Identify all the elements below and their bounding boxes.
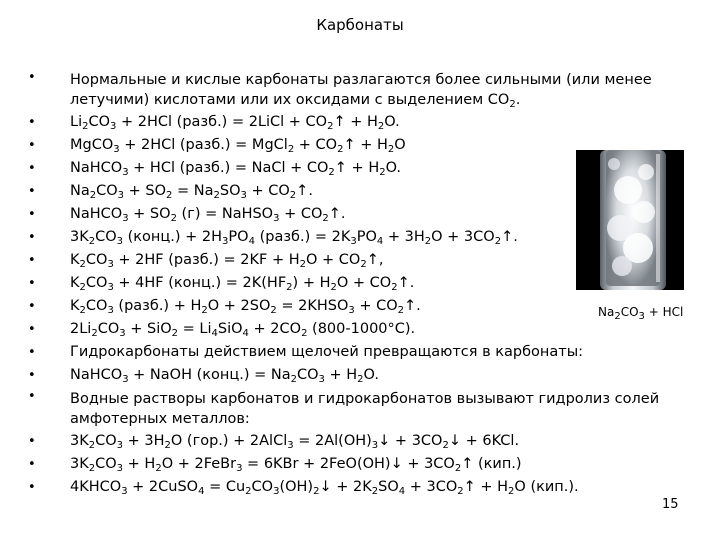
page-number: 15 <box>662 497 679 512</box>
test-tube-photo <box>576 150 684 290</box>
list-item: • NaHCO$_3$ + NaOH (конц.) = $Na_2CO_3 + H_2O$. <box>26 364 676 387</box>
list-item: • $2Li_2CO_3 + SiO_2 = Li_4SiO_4 + 2CO_2$ (800-1000°C). <box>26 318 676 341</box>
list-item: • $K_2CO_3$ (разб.) + $H_2O + 2SO_2$ = $2KHSO_3$ + $CO_2↑$. <box>26 295 676 318</box>
list-item: • NaHCO$_3$ + $SO_2$ (г) = NaHSO$_3$ + $CO_2↑$. <box>26 203 676 226</box>
list-item: • $3K_2CO_3$ (конц.) + $2H_3PO_4$ (разб.) = $2K_3PO_4 + 3H_2O$ + $3CO_2↑$. <box>26 226 676 249</box>
slide-title: Карбонаты <box>316 16 404 34</box>
list-item: • $3K_2CO_3 + H_2O$ + 2FeBr$_3$ = 6KBr + 2FeO(OH)↓ + $3CO_2↑$ (кип.) <box>26 453 676 476</box>
list-item: • Водные растворы карбонатов и гидрокарбонатов вызывают гидролиз солей амфотерных металлов: <box>26 387 676 430</box>
list-item: • Нормальные и кислые карбонаты разлагаются более сильными (или менее летучими) кислотами или их оксидами с выделением $CO_2$. <box>26 68 676 111</box>
list-item: • $Na_2CO_3 + SO_2 = Na_2SO_3$ + $CO_2↑$. <box>26 180 676 203</box>
list-item: • $Li_2CO_3 + 2HCl$ (разб.) = 2LiCl + $CO_2↑ + H_2O$. <box>26 111 676 134</box>
list-item: • NaHCO$_3$ + HCl (разб.) = NaCl + $CO_2↑ + H_2O$. <box>26 157 676 180</box>
list-item: • MgCO$_3$ + 2HCl (разб.) = MgCl$_2$ + $CO_2↑ + H_2O$ <box>26 134 676 157</box>
list-item: • $K_2CO_3 + 4HF$ (конц.) = $2K(HF_2) + H_2O$ + $CO_2↑$. <box>26 272 676 295</box>
list-item: • $3K_2CO_3 + 3H_2O$ (гор.) + 2AlCl$_3$ = $2Al(OH)_3↓$ + $3CO_2↓ + 6KCl$. <box>26 430 676 453</box>
list-item: • $4KHCO_3$ + 2CuSO$_4$ = $Cu_2CO_3(OH)_2↓ + 2K_2SO_4$ + $3CO_2↑ + H_2O$ (кип.). <box>26 476 676 499</box>
list-item: • $K_2CO_3 + 2HF$ (разб.) = $2KF + H_2O$ + $CO_2↑$, <box>26 249 676 272</box>
photo-caption: $Na_2CO_3$ + HCl <box>598 305 684 322</box>
list-item: • Гидрокарбонаты действием щелочей превращаются в карбонаты: <box>26 341 676 364</box>
